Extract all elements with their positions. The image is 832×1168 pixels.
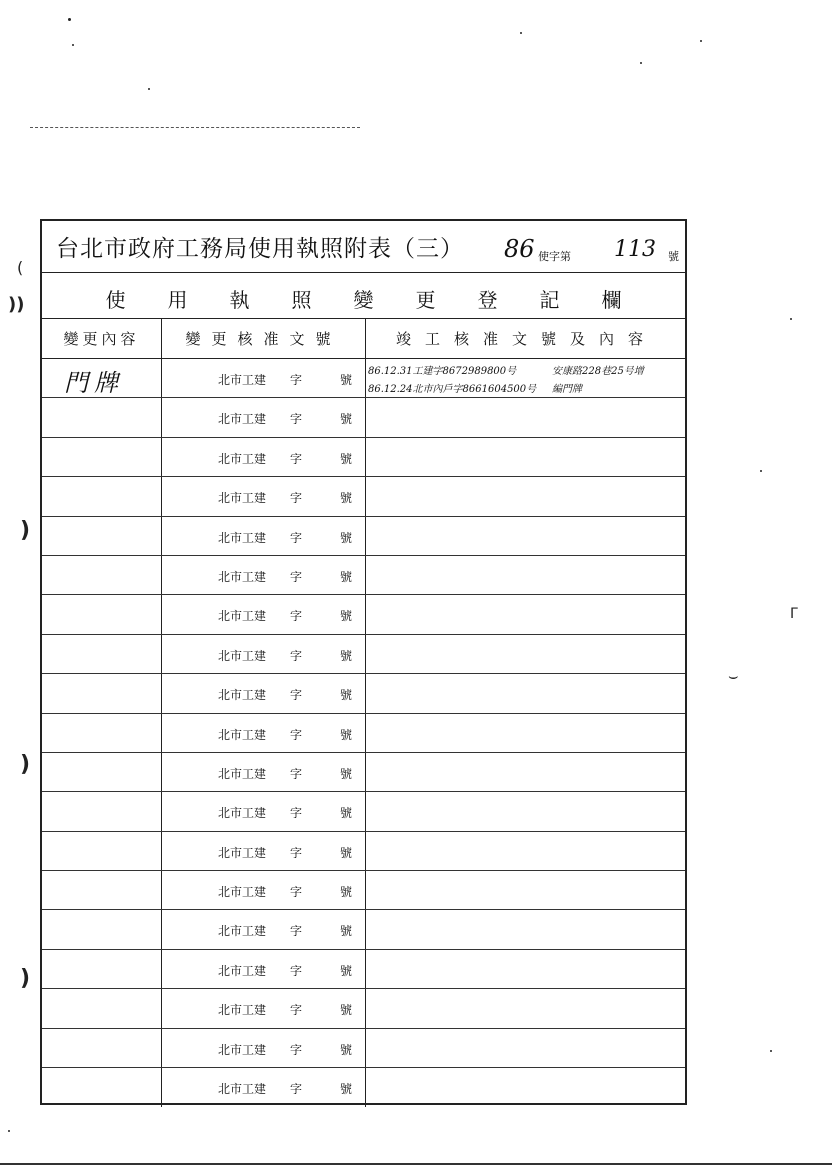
- completion-approval-cell: [366, 635, 687, 673]
- approval-hao: 號: [340, 1082, 353, 1097]
- table-row: [42, 438, 685, 477]
- approval-hao: 號: [340, 451, 353, 466]
- approval-hao: 號: [340, 373, 353, 387]
- column-header-row: [42, 319, 685, 359]
- usage-license-annex-table: [40, 219, 687, 1105]
- change-content-text: 門牌: [64, 369, 124, 397]
- approval-zi: 字: [290, 530, 303, 545]
- approval-prefix: 北市工建: [218, 963, 267, 978]
- approval-hao: 號: [340, 688, 353, 703]
- change-content-cell: [42, 1068, 162, 1107]
- table-row: [42, 910, 685, 949]
- completion-approval-cell: [366, 1068, 687, 1107]
- change-content-cell: [42, 714, 162, 752]
- table-row: [42, 950, 685, 989]
- completion-approval-cell: [366, 832, 687, 870]
- table-row: [42, 517, 685, 556]
- completion-approval-cell: [366, 595, 687, 633]
- change-approval-cell: [162, 832, 366, 870]
- change-approval-cell: [162, 950, 366, 988]
- approval-hao: 號: [340, 963, 353, 978]
- approval-hao: 號: [340, 569, 353, 584]
- change-approval-cell: [162, 674, 366, 712]
- completion-note-1: 安康路228巷25号增: [552, 366, 644, 377]
- table-row: [42, 635, 685, 674]
- approval-zi: 字: [290, 727, 303, 742]
- approval-zi: 字: [290, 569, 303, 584]
- license-suffix: 號: [668, 250, 679, 263]
- change-approval-cell: [162, 359, 366, 397]
- license-year: 86: [504, 235, 535, 263]
- table-row: [42, 398, 685, 437]
- completion-approval-cell: [366, 438, 687, 476]
- table-row: [42, 556, 685, 595]
- change-content-cell: [42, 1029, 162, 1067]
- approval-prefix: 北市工建: [218, 373, 267, 387]
- approval-prefix: 北市工建: [218, 530, 267, 545]
- change-approval-cell: [162, 714, 366, 752]
- section-title: 使用執照變更登記欄: [105, 288, 664, 312]
- approval-zi: 字: [290, 806, 303, 821]
- license-prefix: 使字第: [538, 250, 571, 263]
- change-content-cell: [42, 517, 162, 555]
- approval-zi: 字: [290, 1003, 303, 1018]
- approval-hao: 號: [340, 806, 353, 821]
- change-content-cell: [42, 871, 162, 909]
- table-row: [42, 595, 685, 634]
- change-approval-cell: [162, 753, 366, 791]
- approval-prefix: 北市工建: [218, 845, 267, 860]
- change-approval-cell: [162, 635, 366, 673]
- approval-prefix: 北市工建: [218, 412, 267, 427]
- completion-approval-cell: [366, 871, 687, 909]
- table-row: [42, 989, 685, 1028]
- completion-note-2: 編門牌: [552, 384, 582, 395]
- completion-approval-cell: [366, 477, 687, 515]
- approval-zi: 字: [290, 1042, 303, 1057]
- approval-zi: 字: [290, 885, 303, 900]
- change-content-cell: [42, 438, 162, 476]
- change-content-cell: [42, 753, 162, 791]
- section-row: [42, 273, 685, 319]
- completion-line-1: 86.12.31工建字8672989800号: [368, 366, 517, 377]
- approval-hao: 號: [340, 609, 353, 624]
- change-content-cell: [42, 792, 162, 830]
- change-content-cell: [42, 359, 162, 397]
- change-content-cell: [42, 635, 162, 673]
- change-approval-cell: [162, 792, 366, 830]
- approval-hao: 號: [340, 648, 353, 663]
- table-row: [42, 871, 685, 910]
- approval-hao: 號: [340, 885, 353, 900]
- table-row: [42, 714, 685, 753]
- approval-zi: 字: [290, 766, 303, 781]
- registration-rows: [42, 359, 685, 1107]
- change-approval-cell: [162, 477, 366, 515]
- approval-zi: 字: [290, 1082, 303, 1097]
- title-row: [42, 221, 685, 273]
- completion-approval-cell: [366, 910, 687, 948]
- approval-hao: 號: [340, 1003, 353, 1018]
- approval-prefix: 北市工建: [218, 648, 267, 663]
- change-approval-cell: [162, 517, 366, 555]
- approval-hao: 號: [340, 845, 353, 860]
- approval-prefix: 北市工建: [218, 688, 267, 703]
- completion-approval-cell: [366, 674, 687, 712]
- change-content-cell: [42, 556, 162, 594]
- completion-approval-cell: [366, 1029, 687, 1067]
- change-approval-cell: [162, 398, 366, 436]
- table-row: [42, 359, 685, 398]
- approval-zi: 字: [290, 924, 303, 939]
- change-approval-cell: [162, 871, 366, 909]
- approval-prefix: 北市工建: [218, 727, 267, 742]
- approval-prefix: 北市工建: [218, 885, 267, 900]
- approval-zi: 字: [290, 648, 303, 663]
- completion-approval-cell: [366, 989, 687, 1027]
- change-content-cell: [42, 595, 162, 633]
- table-row: [42, 753, 685, 792]
- change-content-cell: [42, 910, 162, 948]
- form-title: 台北市政府工務局使用執照附表（三）: [56, 236, 464, 262]
- approval-prefix: 北市工建: [218, 806, 267, 821]
- change-approval-cell: [162, 556, 366, 594]
- completion-approval-cell: [366, 714, 687, 752]
- completion-approval-cell: [366, 398, 687, 436]
- change-content-cell: [42, 832, 162, 870]
- completion-approval-cell: [366, 359, 687, 397]
- change-content-cell: [42, 674, 162, 712]
- completion-approval-cell: [366, 792, 687, 830]
- change-approval-cell: [162, 438, 366, 476]
- approval-hao: 號: [340, 530, 353, 545]
- approval-zi: 字: [290, 451, 303, 466]
- approval-zi: 字: [290, 845, 303, 860]
- completion-approval-cell: [366, 950, 687, 988]
- approval-prefix: 北市工建: [218, 766, 267, 781]
- approval-prefix: 北市工建: [218, 1082, 267, 1097]
- completion-approval-cell: [366, 517, 687, 555]
- approval-zi: 字: [290, 609, 303, 624]
- approval-zi: 字: [290, 688, 303, 703]
- approval-prefix: 北市工建: [218, 451, 267, 466]
- approval-prefix: 北市工建: [218, 609, 267, 624]
- approval-prefix: 北市工建: [218, 491, 267, 506]
- header-completion-approval: 竣工核准文號及內容: [395, 330, 657, 348]
- approval-zi: 字: [290, 373, 303, 387]
- approval-prefix: 北市工建: [218, 924, 267, 939]
- change-approval-cell: [162, 910, 366, 948]
- table-row: [42, 674, 685, 713]
- approval-hao: 號: [340, 412, 353, 427]
- approval-hao: 號: [340, 491, 353, 506]
- change-approval-cell: [162, 989, 366, 1027]
- approval-zi: 字: [290, 412, 303, 427]
- table-row: [42, 477, 685, 516]
- approval-prefix: 北市工建: [218, 569, 267, 584]
- table-row: [42, 792, 685, 831]
- change-content-cell: [42, 950, 162, 988]
- approval-prefix: 北市工建: [218, 1042, 267, 1057]
- approval-hao: 號: [340, 766, 353, 781]
- change-content-cell: [42, 477, 162, 515]
- table-row: [42, 1068, 685, 1107]
- license-number: 113: [614, 237, 656, 262]
- table-row: [42, 832, 685, 871]
- completion-line-2: 86.12.24北市內戶字8661604500号: [368, 384, 537, 395]
- change-approval-cell: [162, 1068, 366, 1107]
- approval-hao: 號: [340, 924, 353, 939]
- change-content-cell: [42, 989, 162, 1027]
- table-row: [42, 1029, 685, 1068]
- approval-prefix: 北市工建: [218, 1003, 267, 1018]
- change-approval-cell: [162, 595, 366, 633]
- header-change-approval-no: 變更核准文號: [162, 319, 366, 358]
- completion-approval-cell: [366, 556, 687, 594]
- change-content-cell: [42, 398, 162, 436]
- header-change-content: 變更內容: [42, 319, 162, 358]
- change-approval-cell: [162, 1029, 366, 1067]
- approval-zi: 字: [290, 963, 303, 978]
- approval-hao: 號: [340, 727, 353, 742]
- approval-hao: 號: [340, 1042, 353, 1057]
- completion-approval-cell: [366, 753, 687, 791]
- approval-zi: 字: [290, 491, 303, 506]
